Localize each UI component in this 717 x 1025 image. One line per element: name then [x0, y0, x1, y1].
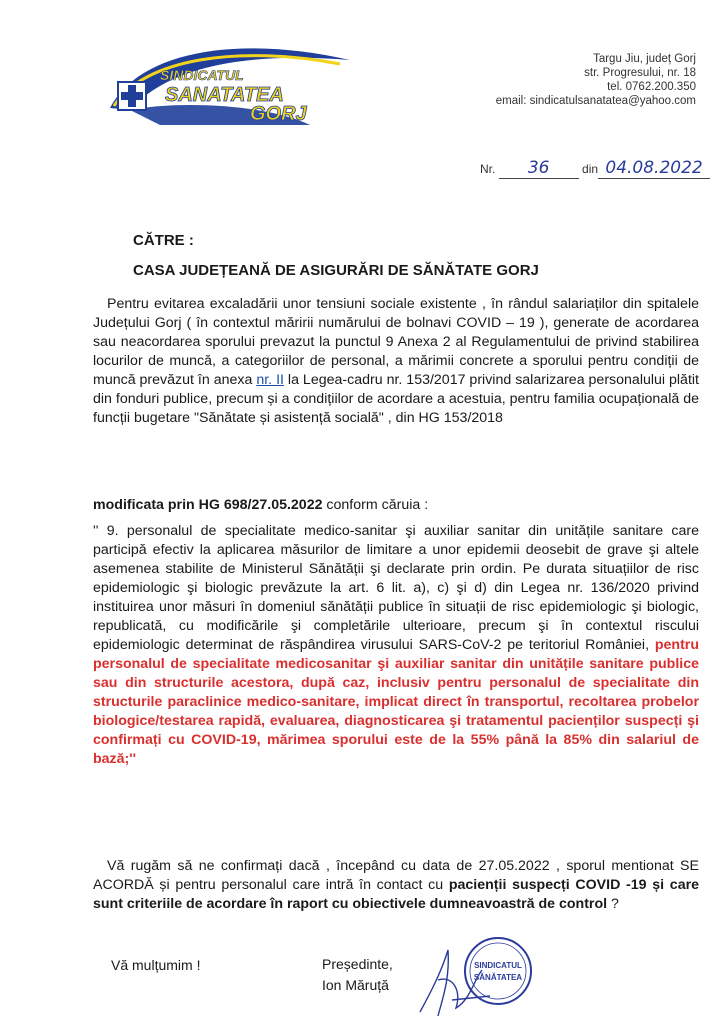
- request-end: ?: [607, 896, 619, 912]
- signatory-role: Președinte,: [322, 956, 393, 972]
- paragraph-request: [93, 857, 699, 914]
- union-stamp: [462, 935, 534, 1007]
- closing-thanks: Vă mulțumim !: [111, 957, 201, 973]
- union-logo: [100, 30, 355, 130]
- nr-value: 36: [499, 158, 579, 179]
- stamp-line2: SĂNĂTATEA: [473, 973, 523, 982]
- contact-address-city: Targu Jiu, județ Gorj: [593, 53, 696, 65]
- paragraph-context: [93, 295, 699, 428]
- signatory-name: Ion Măruță: [322, 977, 389, 993]
- stamp-line1: SINDICATUL: [474, 961, 522, 970]
- quote-text: '' 9. personalul de specialitate medico-sanitar şi auxiliar sanitar din unitățile sanitare care participă efectiv la aplicarea măsurilor de limitare a unor epidemii deosebit de grave şi altele asemenea stabilite de Ministerul Sănătății şi declarate prin ordin. Pe durata situațiilor de risc epidemiologic şi biologic prevăzute la art. 6 lit. a), c) şi d) din Legea nr. 136/2020 privind instituirea unor măsuri în domeniul sănătății publice în situații de risc epidemiologic şi biologic, republicată, cu modificările şi completările ulterioare, precum şi în contextul riscului epidemiologic determinat de răspândirea virusului SARS-CoV-2 pe teritoriul României,: [93, 523, 699, 653]
- signature-block: [322, 954, 393, 996]
- request-bold: pacienții suspecți COVID -19 și care sunt criteriile de acordare în raport cu obiectivele dumneavoastră de control: [93, 877, 699, 912]
- quote-highlight: pentru personalul de specialitate medicosanitar şi auxiliar sanitar din unitățile sanitare publice sau din structurile acestora, după caz, inclusiv pentru personalul de specialitate din structurile paraclinice medico-sanitare, implicat direct în transportul, recoltarea probelor biologice/testarea rapidă, evaluarea, diagnosticarea şi tratamentul pacienților suspecți şi confirmați cu COVID-19, mărimea sporului este de la 55% până la 85% din salariul de bază;'': [93, 637, 699, 767]
- contact-block: [426, 52, 696, 108]
- nr-label: Nr.: [480, 162, 496, 176]
- modification-reference: modificata prin HG 698/27.05.2022: [93, 497, 323, 513]
- logo-text-line3: GORJ: [250, 103, 307, 125]
- contact-address-street: str. Progresului, nr. 18: [584, 67, 696, 79]
- contact-phone: tel. 0762.200.350: [607, 81, 696, 93]
- logo-text-line1: SINDICATUL: [160, 67, 244, 83]
- paragraph-context-text-b: la Legea-cadru nr. 153/2017 privind salarizarea personalului plătit din fonduri publice, precum și a condițiilor de acordare a acestuia, pentru familia ocupațională de funcții bugetare "Sănătate și asistență socială" , din HG 153/2018: [93, 372, 699, 426]
- din-value: 04.08.2022: [598, 158, 710, 179]
- registration-line: [480, 158, 710, 179]
- contact-email[interactable]: email: sindicatulsanatatea@yahoo.com: [495, 95, 696, 107]
- annex-link[interactable]: nr. II: [256, 372, 284, 388]
- paragraph-modification: [93, 496, 699, 515]
- logo-text-line2: SANATATEA: [165, 84, 284, 106]
- modification-rest: conform căruia :: [322, 497, 429, 513]
- request-text: Vă rugăm să ne confirmați dacă , începând cu data de 27.05.2022 , sporul mentionat SE ACORDĂ și pentru personalul care intră în contact cu: [93, 858, 699, 893]
- recipient-heading: CĂTRE :: [133, 232, 194, 249]
- paragraph-context-text-a: Pentru evitarea excaladării unor tensiuni sociale existente , în rândul salariaților din spitalele Județului Gorj ( în contextul măririi numărului de bolnavi COVID – 19 ), generate de acordarea sau neacordarea sporului prevazut la punctul 9 Anexa 2 al Regulamentului de privind stabilirea locurilor de muncă, a categoriilor de personal, a mărimii concrete a sporului pentru condiții de muncă prevăzut în anexa: [93, 296, 699, 388]
- din-label: din: [582, 162, 599, 176]
- paragraph-quote: [93, 522, 699, 769]
- recipient-institution: CASA JUDEȚEANĂ DE ASIGURĂRI DE SĂNĂTATE GORJ: [133, 262, 539, 279]
